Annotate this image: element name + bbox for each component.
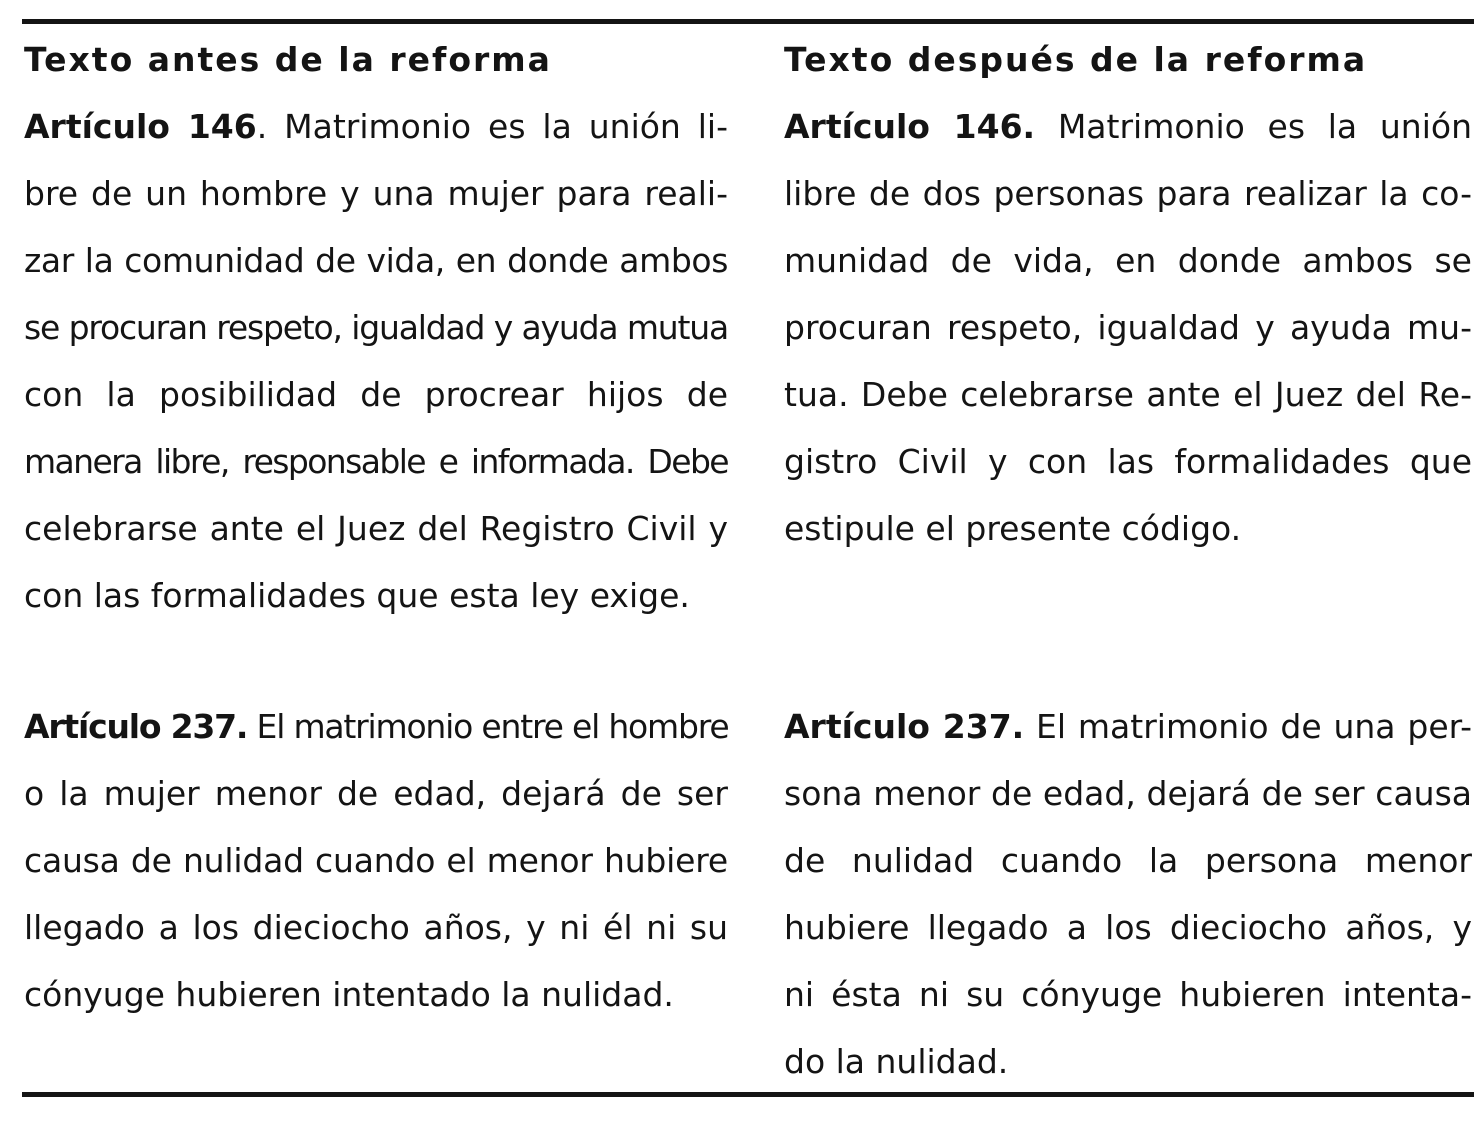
article-146-after-line: gistro Civil y con las formalidades que [784,442,1472,481]
article-146-before-label: Artículo 146 [24,107,257,146]
article-146-before-line: bre de un hombre y una mujer para reali- [24,174,728,213]
article-237-before-label: Artículo 237. [24,707,248,746]
article-237-after-line: hubiere llegado a los dieciocho años, y [784,908,1472,947]
article-146-after-line: estipule el presente código. [784,509,1242,548]
article-146-after-label: Artículo 146. [784,107,1036,146]
article-237-before-line: cónyuge hubieren intentado la nulidad. [24,975,674,1014]
article-237-after-label: Artículo 237. [784,707,1025,746]
article-146-after-line: tua. Debe celebrarse ante el Juez del Re- [784,375,1472,414]
article-237-after-line: ni ésta ni su cónyuge hubieren intenta- [784,975,1472,1014]
article-146-before-line: se procuran respeto, igualdad y ayuda mutua [24,308,728,347]
article-237-before-line: o la mujer menor de edad, dejará de ser [24,774,728,813]
article-237-after [784,693,1472,1095]
article-146-after [784,93,1472,562]
article-146-before-line: celebrarse ante el Juez del Registro Civil y [24,509,728,548]
header-before-reform: Texto antes de la reforma [24,40,552,79]
article-146-before-line: zar la comunidad de vida, en donde ambos [24,241,728,280]
article-146-after-line-1: Matrimonio es la unión [1035,107,1472,146]
article-237-before-line: causa de nulidad cuando el menor hubiere [24,841,728,880]
article-146-before-line: con la posibilidad de procrear hijos de [24,375,728,414]
header-after-reform: Texto después de la reforma [784,40,1368,79]
article-146-before-line: con las formalidades que esta ley exige. [24,576,690,615]
table-bottom-rule [22,1092,1474,1097]
table-top-rule [22,19,1474,24]
article-237-after-line: sona menor de edad, dejará de ser causa [784,774,1472,813]
article-237-after-line-1: El matrimonio de una per- [1024,707,1472,746]
article-146-after-line: munidad de vida, en donde ambos se [784,241,1472,280]
article-237-after-line: do la nulidad. [784,1042,1009,1081]
article-146-after-line: libre de dos personas para realizar la co- [784,174,1472,213]
article-237-after-line: de nulidad cuando la persona menor [784,841,1472,880]
article-237-before-line-1: El matrimonio entre el hombre [247,707,729,746]
article-146-before-line: manera libre, responsable e informada. Debe [24,442,728,481]
article-146-before-line-1: . Matrimonio es la unión li- [256,107,728,146]
article-237-before [24,693,728,1028]
article-146-after-line: procuran respeto, igualdad y ayuda mu- [784,308,1472,347]
article-146-before [24,93,728,629]
article-237-before-line: llegado a los dieciocho años, y ni él ni su [24,908,728,947]
